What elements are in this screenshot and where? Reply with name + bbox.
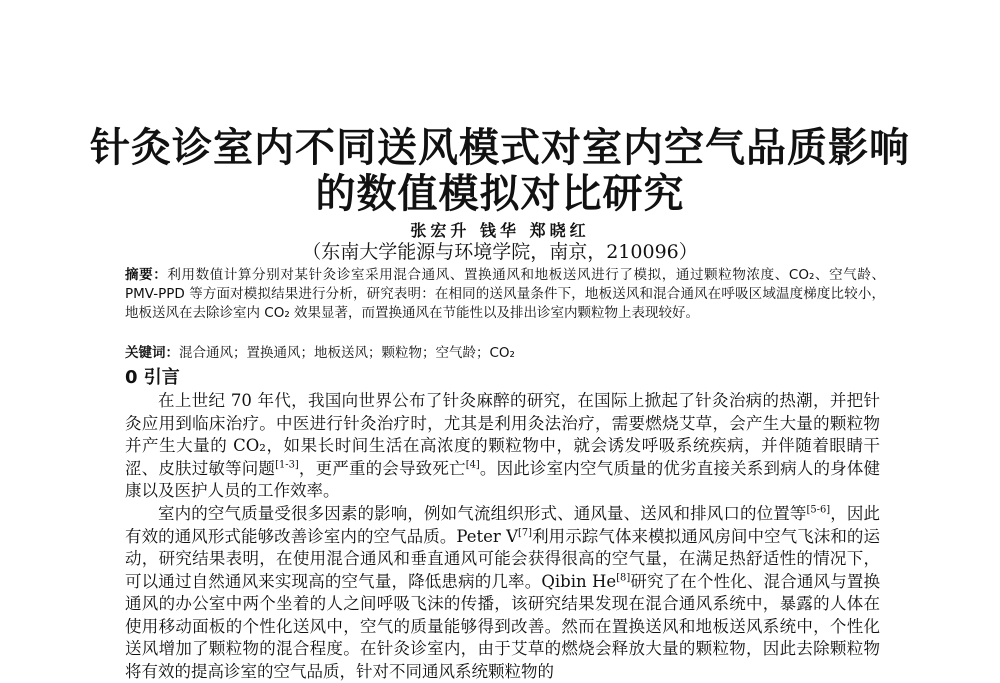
p1-text-a: 在上世纪 70 年代，我国向世界公布了针灸麻醉的研究，在国际上掀起了针灸治病的热潮，并把针灸应用到临床治疗。中医进行针灸治疗时，尤其是利用灸法治疗，需要燃烧艾草，会产生大量的颗粒物并产生大量的 CO₂，如果长时间生活在高浓度的颗粒物中，就会诱发呼吸系统疾病，并伴随着眼睛干涩、皮肤过敏等问题 <box>125 391 880 478</box>
p2-text-b: ，因此有效的通风形式能够改善诊室内的空气品质。Peter V <box>125 504 881 546</box>
keywords-label: 关键词： <box>125 345 179 361</box>
p2-text-a: 室内的空气质量受很多因素的影响，例如气流组织形式、通风量、送风和排风口的位置等 <box>158 504 807 523</box>
paper-affiliation: （东南大学能源与环境学院，南京，210096） <box>302 241 698 263</box>
paper-title-line1: 针灸诊室内不同送风模式对室内空气品质影响 <box>90 125 910 171</box>
section-heading-introduction: 0 引言 <box>125 367 180 388</box>
paper-title-line2: 的数值模拟对比研究 <box>315 171 685 217</box>
keywords <box>125 344 885 363</box>
p1-text-c: 。因此诊室内空气质量的优劣直接关系到病人的身体健康以及医护人员的工作效率。 <box>125 458 881 500</box>
body-paragraph-2 <box>125 503 880 683</box>
p2-text-c: 利用示踪气体来模拟通风房间中空气飞沫和的运动，研究结果表明，在使用混合通风和垂直通风可能会获得很高的空气量，在满足热舒适性的情况下，可以通过自然通风来实现高的空气量，降低患病的几率。Qibin He <box>125 526 880 591</box>
keywords-text: 混合通风；置换通风；地板送风；颗粒物；空气龄；CO₂ <box>179 345 515 361</box>
citation-4: [4] <box>465 459 480 470</box>
citation-1-3: [1-3] <box>275 459 299 470</box>
p1-text-b: ，更严重的会导致死亡 <box>298 458 466 478</box>
p2-text-d: 研究了在个性化、混合通风与置换通风的办公室中两个坐着的人之间呼吸飞沫的传播，该研究结果发现在混合通风系统中，暴露的人体在使用移动面板的个性化送风中，空气的质量能够得到改善。然而在置换送风和地板送风系统中，个性化送风增加了颗粒物的混合程度。在针灸诊室内，由于艾草的燃烧会释放大量的颗粒物，因此去除颗粒物将有效的提高诊室的空气品质，针对不同通风系统颗粒物的 <box>125 571 881 681</box>
citation-5-6: [5-6] <box>806 504 831 516</box>
citation-8: [8] <box>616 572 631 583</box>
abstract-label: 摘要： <box>125 267 168 283</box>
body-paragraph-1 <box>125 390 880 503</box>
abstract <box>125 266 885 323</box>
abstract-text: 利用数值计算分别对某针灸诊室采用混合通风、置换通风和地板送风进行了模拟，通过颗粒物浓度、CO₂、空气龄、PMV-PPD 等方面对模拟结果进行分析，研究表明：在相同的送风量条件下，地板送风和混合通风在呼吸区域温度梯度比较小，地板送风在去除诊室内 CO₂ 效果显著，而置换通风在节能性以及排出诊室内颗粒物上表现较好。 <box>125 267 886 321</box>
citation-7: [7] <box>518 527 533 538</box>
paper-authors: 张宏升 钱华 郑晓红 <box>410 221 590 240</box>
